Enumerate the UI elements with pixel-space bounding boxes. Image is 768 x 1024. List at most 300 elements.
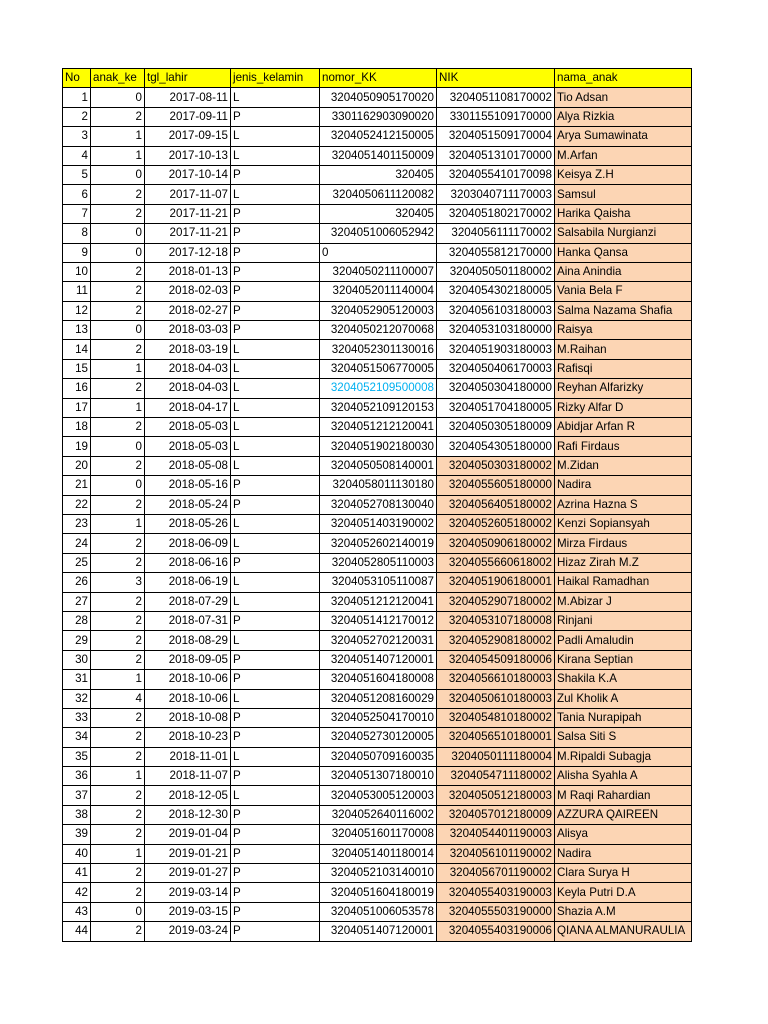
cell-nik[interactable]: 3204054302180005 xyxy=(437,282,555,301)
cell-nik[interactable]: 3204054711180002 xyxy=(437,767,555,786)
cell-nama-anak[interactable]: M Raqi Rahardian xyxy=(555,786,692,805)
cell-nik[interactable]: 3204051903180003 xyxy=(437,340,555,359)
cell-nik[interactable]: 3203040711170003 xyxy=(437,185,555,204)
cell-tgl-lahir[interactable]: 2019-03-14 xyxy=(145,883,231,902)
cell-nomor-kk[interactable]: 3204052504170010 xyxy=(320,708,437,727)
cell-nama-anak[interactable]: Tio Adsan xyxy=(555,88,692,107)
cell-nomor-kk[interactable]: 3204051212120041 xyxy=(320,418,437,437)
cell-no[interactable]: 23 xyxy=(63,514,91,533)
cell-anak-ke[interactable]: 2 xyxy=(91,107,145,126)
cell-nama-anak[interactable]: Keyla Putri D.A xyxy=(555,883,692,902)
cell-nama-anak[interactable]: Salma Nazama Shafia xyxy=(555,301,692,320)
cell-nik[interactable]: 3204050111180004 xyxy=(437,747,555,766)
cell-nama-anak[interactable]: M.Raihan xyxy=(555,340,692,359)
cell-nama-anak[interactable]: Samsul xyxy=(555,185,692,204)
cell-no[interactable]: 31 xyxy=(63,670,91,689)
cell-no[interactable]: 1 xyxy=(63,88,91,107)
cell-nomor-kk[interactable]: 3204052011140004 xyxy=(320,282,437,301)
cell-jenis-kelamin[interactable]: L xyxy=(231,747,320,766)
cell-no[interactable]: 18 xyxy=(63,418,91,437)
cell-nik[interactable]: 3204052605180002 xyxy=(437,514,555,533)
cell-nama-anak[interactable]: Tania Nurapipah xyxy=(555,708,692,727)
cell-jenis-kelamin[interactable]: P xyxy=(231,805,320,824)
cell-nama-anak[interactable]: Haikal Ramadhan xyxy=(555,573,692,592)
cell-nomor-kk[interactable]: 3301162903090020 xyxy=(320,107,437,126)
cell-jenis-kelamin[interactable]: L xyxy=(231,127,320,146)
cell-nik[interactable]: 3204051509170004 xyxy=(437,127,555,146)
cell-nama-anak[interactable]: QIANA ALMANURAULIA xyxy=(555,922,692,941)
cell-no[interactable]: 27 xyxy=(63,592,91,611)
cell-anak-ke[interactable]: 0 xyxy=(91,165,145,184)
cell-jenis-kelamin[interactable]: L xyxy=(231,146,320,165)
cell-jenis-kelamin[interactable]: P xyxy=(231,495,320,514)
cell-anak-ke[interactable]: 1 xyxy=(91,359,145,378)
cell-jenis-kelamin[interactable]: P xyxy=(231,165,320,184)
cell-jenis-kelamin[interactable]: L xyxy=(231,631,320,650)
cell-nomor-kk[interactable]: 3204052109500008 xyxy=(320,379,437,398)
cell-tgl-lahir[interactable]: 2019-03-24 xyxy=(145,922,231,941)
cell-nik[interactable]: 3204054401190003 xyxy=(437,825,555,844)
header-nik[interactable]: NIK xyxy=(437,69,555,88)
cell-nik[interactable]: 3204052908180002 xyxy=(437,631,555,650)
cell-nik[interactable]: 3204050303180002 xyxy=(437,456,555,475)
cell-anak-ke[interactable]: 2 xyxy=(91,262,145,281)
cell-nama-anak[interactable]: Hizaz Zirah M.Z xyxy=(555,553,692,572)
cell-no[interactable]: 11 xyxy=(63,282,91,301)
cell-no[interactable]: 36 xyxy=(63,767,91,786)
cell-nomor-kk[interactable]: 3204051006053578 xyxy=(320,902,437,921)
cell-nik[interactable]: 3204051906180001 xyxy=(437,573,555,592)
cell-nik[interactable]: 3204055403190006 xyxy=(437,922,555,941)
cell-nama-anak[interactable]: Mirza Firdaus xyxy=(555,534,692,553)
header-nomor-kk[interactable]: nomor_KK xyxy=(320,69,437,88)
cell-nomor-kk[interactable]: 3204051506770005 xyxy=(320,359,437,378)
cell-nomor-kk[interactable]: 3204051006052942 xyxy=(320,224,437,243)
cell-jenis-kelamin[interactable]: L xyxy=(231,786,320,805)
cell-jenis-kelamin[interactable]: P xyxy=(231,825,320,844)
header-anak-ke[interactable]: anak_ke xyxy=(91,69,145,88)
cell-anak-ke[interactable]: 0 xyxy=(91,437,145,456)
cell-nama-anak[interactable]: M.Arfan xyxy=(555,146,692,165)
cell-nomor-kk[interactable]: 3204058011130180 xyxy=(320,476,437,495)
header-nama-anak[interactable]: nama_anak xyxy=(555,69,692,88)
cell-jenis-kelamin[interactable]: L xyxy=(231,359,320,378)
cell-nama-anak[interactable]: M.Zidan xyxy=(555,456,692,475)
cell-anak-ke[interactable]: 1 xyxy=(91,767,145,786)
cell-nomor-kk[interactable]: 3204052103140010 xyxy=(320,864,437,883)
cell-nik[interactable]: 3204056510180001 xyxy=(437,728,555,747)
cell-no[interactable]: 10 xyxy=(63,262,91,281)
cell-nik[interactable]: 3204050304180000 xyxy=(437,379,555,398)
cell-nama-anak[interactable]: Padli Amaludin xyxy=(555,631,692,650)
cell-anak-ke[interactable]: 0 xyxy=(91,243,145,262)
cell-nik[interactable]: 3204055812170000 xyxy=(437,243,555,262)
cell-nama-anak[interactable]: Raisya xyxy=(555,321,692,340)
cell-no[interactable]: 3 xyxy=(63,127,91,146)
cell-jenis-kelamin[interactable]: P xyxy=(231,708,320,727)
cell-jenis-kelamin[interactable]: L xyxy=(231,379,320,398)
cell-nomor-kk[interactable]: 3204051212120041 xyxy=(320,592,437,611)
cell-jenis-kelamin[interactable]: P xyxy=(231,321,320,340)
cell-no[interactable]: 25 xyxy=(63,553,91,572)
cell-nama-anak[interactable]: M.Ripaldi Subagja xyxy=(555,747,692,766)
cell-anak-ke[interactable]: 2 xyxy=(91,611,145,630)
cell-no[interactable]: 40 xyxy=(63,844,91,863)
cell-anak-ke[interactable]: 2 xyxy=(91,534,145,553)
cell-nomor-kk[interactable]: 3204051601170008 xyxy=(320,825,437,844)
cell-no[interactable]: 4 xyxy=(63,146,91,165)
cell-no[interactable]: 29 xyxy=(63,631,91,650)
cell-nik[interactable]: 3204051310170000 xyxy=(437,146,555,165)
cell-nik[interactable]: 3204053103180000 xyxy=(437,321,555,340)
cell-jenis-kelamin[interactable]: L xyxy=(231,437,320,456)
cell-jenis-kelamin[interactable]: L xyxy=(231,514,320,533)
cell-jenis-kelamin[interactable]: L xyxy=(231,398,320,417)
cell-nomor-kk[interactable]: 3204050508140001 xyxy=(320,456,437,475)
cell-tgl-lahir[interactable]: 2018-05-03 xyxy=(145,437,231,456)
cell-tgl-lahir[interactable]: 2018-05-08 xyxy=(145,456,231,475)
cell-tgl-lahir[interactable]: 2018-03-03 xyxy=(145,321,231,340)
cell-nomor-kk[interactable]: 3204050211100007 xyxy=(320,262,437,281)
cell-no[interactable]: 7 xyxy=(63,204,91,223)
cell-anak-ke[interactable]: 2 xyxy=(91,650,145,669)
cell-nik[interactable]: 3204054305180000 xyxy=(437,437,555,456)
cell-anak-ke[interactable]: 2 xyxy=(91,456,145,475)
cell-nik[interactable]: 3204050512180003 xyxy=(437,786,555,805)
cell-tgl-lahir[interactable]: 2018-07-31 xyxy=(145,611,231,630)
cell-jenis-kelamin[interactable]: P xyxy=(231,883,320,902)
cell-tgl-lahir[interactable]: 2017-10-13 xyxy=(145,146,231,165)
cell-no[interactable]: 19 xyxy=(63,437,91,456)
header-no[interactable]: No xyxy=(63,69,91,88)
cell-anak-ke[interactable]: 2 xyxy=(91,204,145,223)
cell-anak-ke[interactable]: 2 xyxy=(91,825,145,844)
cell-tgl-lahir[interactable]: 2018-03-19 xyxy=(145,340,231,359)
cell-no[interactable]: 30 xyxy=(63,650,91,669)
cell-nama-anak[interactable]: Rizky Alfar D xyxy=(555,398,692,417)
cell-nama-anak[interactable]: AZZURA QAIREEN xyxy=(555,805,692,824)
cell-jenis-kelamin[interactable]: L xyxy=(231,534,320,553)
cell-nomor-kk[interactable]: 3204051604180008 xyxy=(320,670,437,689)
cell-no[interactable]: 6 xyxy=(63,185,91,204)
cell-jenis-kelamin[interactable]: P xyxy=(231,611,320,630)
cell-jenis-kelamin[interactable]: P xyxy=(231,902,320,921)
cell-nomor-kk[interactable]: 3204051401180014 xyxy=(320,844,437,863)
cell-tgl-lahir[interactable]: 2017-12-18 xyxy=(145,243,231,262)
cell-nik[interactable]: 3204055660618002 xyxy=(437,553,555,572)
cell-tgl-lahir[interactable]: 2018-05-03 xyxy=(145,418,231,437)
cell-anak-ke[interactable]: 1 xyxy=(91,127,145,146)
cell-nama-anak[interactable]: Kenzi Sopiansyah xyxy=(555,514,692,533)
cell-jenis-kelamin[interactable]: P xyxy=(231,282,320,301)
cell-anak-ke[interactable]: 1 xyxy=(91,670,145,689)
cell-tgl-lahir[interactable]: 2018-09-05 xyxy=(145,650,231,669)
cell-tgl-lahir[interactable]: 2017-11-21 xyxy=(145,204,231,223)
cell-nomor-kk[interactable]: 320405 xyxy=(320,165,437,184)
cell-anak-ke[interactable]: 2 xyxy=(91,864,145,883)
cell-nomor-kk[interactable]: 3204052905120003 xyxy=(320,301,437,320)
cell-nik[interactable]: 3204056610180003 xyxy=(437,670,555,689)
cell-anak-ke[interactable]: 3 xyxy=(91,573,145,592)
cell-no[interactable]: 33 xyxy=(63,708,91,727)
cell-nomor-kk[interactable]: 3204051307180010 xyxy=(320,767,437,786)
cell-jenis-kelamin[interactable]: P xyxy=(231,728,320,747)
cell-nama-anak[interactable]: Vania Bela F xyxy=(555,282,692,301)
cell-nik[interactable]: 3204053107180008 xyxy=(437,611,555,630)
cell-tgl-lahir[interactable]: 2017-10-14 xyxy=(145,165,231,184)
cell-anak-ke[interactable]: 1 xyxy=(91,844,145,863)
cell-nama-anak[interactable]: Nadira xyxy=(555,844,692,863)
cell-no[interactable]: 15 xyxy=(63,359,91,378)
cell-nama-anak[interactable]: Nadira xyxy=(555,476,692,495)
cell-nik[interactable]: 3204056701190002 xyxy=(437,864,555,883)
cell-nik[interactable]: 3204056111170002 xyxy=(437,224,555,243)
cell-anak-ke[interactable]: 4 xyxy=(91,689,145,708)
cell-nomor-kk[interactable]: 3204050709160035 xyxy=(320,747,437,766)
cell-tgl-lahir[interactable]: 2018-02-03 xyxy=(145,282,231,301)
cell-nomor-kk[interactable]: 3204052640116002 xyxy=(320,805,437,824)
cell-tgl-lahir[interactable]: 2018-04-17 xyxy=(145,398,231,417)
cell-anak-ke[interactable]: 2 xyxy=(91,728,145,747)
cell-nama-anak[interactable]: Alya Rizkia xyxy=(555,107,692,126)
cell-nama-anak[interactable]: Harika Qaisha xyxy=(555,204,692,223)
cell-nomor-kk[interactable]: 3204051407120001 xyxy=(320,650,437,669)
cell-nomor-kk[interactable]: 3204052602140019 xyxy=(320,534,437,553)
cell-no[interactable]: 34 xyxy=(63,728,91,747)
cell-jenis-kelamin[interactable]: P xyxy=(231,553,320,572)
cell-tgl-lahir[interactable]: 2018-10-08 xyxy=(145,708,231,727)
cell-jenis-kelamin[interactable]: P xyxy=(231,107,320,126)
cell-nama-anak[interactable]: Alisya xyxy=(555,825,692,844)
cell-nik[interactable]: 3204050610180003 xyxy=(437,689,555,708)
cell-anak-ke[interactable]: 2 xyxy=(91,185,145,204)
cell-no[interactable]: 8 xyxy=(63,224,91,243)
cell-anak-ke[interactable]: 2 xyxy=(91,340,145,359)
cell-tgl-lahir[interactable]: 2019-03-15 xyxy=(145,902,231,921)
cell-jenis-kelamin[interactable]: P xyxy=(231,650,320,669)
cell-jenis-kelamin[interactable]: L xyxy=(231,340,320,359)
cell-nama-anak[interactable]: Shakila K.A xyxy=(555,670,692,689)
cell-nik[interactable]: 3204050501180002 xyxy=(437,262,555,281)
cell-no[interactable]: 32 xyxy=(63,689,91,708)
cell-tgl-lahir[interactable]: 2018-06-16 xyxy=(145,553,231,572)
cell-anak-ke[interactable]: 2 xyxy=(91,553,145,572)
cell-jenis-kelamin[interactable]: P xyxy=(231,767,320,786)
cell-nomor-kk[interactable]: 320405 xyxy=(320,204,437,223)
cell-tgl-lahir[interactable]: 2018-02-27 xyxy=(145,301,231,320)
cell-jenis-kelamin[interactable]: P xyxy=(231,670,320,689)
cell-nama-anak[interactable]: Kirana Septian xyxy=(555,650,692,669)
cell-tgl-lahir[interactable]: 2018-12-05 xyxy=(145,786,231,805)
cell-nama-anak[interactable]: Rinjani xyxy=(555,611,692,630)
cell-anak-ke[interactable]: 1 xyxy=(91,398,145,417)
cell-jenis-kelamin[interactable]: P xyxy=(231,476,320,495)
cell-nik[interactable]: 3204056103180003 xyxy=(437,301,555,320)
cell-nik[interactable]: 3204051108170002 xyxy=(437,88,555,107)
cell-jenis-kelamin[interactable]: L xyxy=(231,689,320,708)
cell-nik[interactable]: 3204055403190003 xyxy=(437,883,555,902)
cell-nomor-kk[interactable]: 3204051902180030 xyxy=(320,437,437,456)
cell-tgl-lahir[interactable]: 2018-10-06 xyxy=(145,689,231,708)
cell-nama-anak[interactable]: M.Abizar J xyxy=(555,592,692,611)
cell-tgl-lahir[interactable]: 2018-04-03 xyxy=(145,379,231,398)
cell-tgl-lahir[interactable]: 2018-08-29 xyxy=(145,631,231,650)
cell-nik[interactable]: 3204055503190000 xyxy=(437,902,555,921)
cell-jenis-kelamin[interactable]: L xyxy=(231,185,320,204)
cell-tgl-lahir[interactable]: 2017-09-15 xyxy=(145,127,231,146)
cell-nik[interactable]: 3204054509180006 xyxy=(437,650,555,669)
cell-nik[interactable]: 3204055605180000 xyxy=(437,476,555,495)
cell-nik[interactable]: 3204051704180005 xyxy=(437,398,555,417)
cell-nama-anak[interactable]: Salsa Siti S xyxy=(555,728,692,747)
cell-nama-anak[interactable]: Alisha Syahla A xyxy=(555,767,692,786)
cell-no[interactable]: 5 xyxy=(63,165,91,184)
cell-no[interactable]: 17 xyxy=(63,398,91,417)
cell-tgl-lahir[interactable]: 2018-05-26 xyxy=(145,514,231,533)
cell-no[interactable]: 20 xyxy=(63,456,91,475)
cell-anak-ke[interactable]: 2 xyxy=(91,883,145,902)
cell-jenis-kelamin[interactable]: L xyxy=(231,456,320,475)
cell-tgl-lahir[interactable]: 2019-01-21 xyxy=(145,844,231,863)
cell-nama-anak[interactable]: Hanka Qansa xyxy=(555,243,692,262)
cell-nomor-kk[interactable]: 3204051604180019 xyxy=(320,883,437,902)
cell-nomor-kk[interactable]: 0 xyxy=(320,243,437,262)
cell-anak-ke[interactable]: 0 xyxy=(91,88,145,107)
cell-no[interactable]: 28 xyxy=(63,611,91,630)
cell-jenis-kelamin[interactable]: P xyxy=(231,301,320,320)
cell-tgl-lahir[interactable]: 2019-01-04 xyxy=(145,825,231,844)
cell-nomor-kk[interactable]: 3204052301130016 xyxy=(320,340,437,359)
cell-nomor-kk[interactable]: 3204051208160029 xyxy=(320,689,437,708)
cell-nama-anak[interactable]: Rafi Firdaus xyxy=(555,437,692,456)
cell-tgl-lahir[interactable]: 2017-11-21 xyxy=(145,224,231,243)
cell-nik[interactable]: 3204055410170098 xyxy=(437,165,555,184)
cell-anak-ke[interactable]: 2 xyxy=(91,379,145,398)
cell-tgl-lahir[interactable]: 2018-06-19 xyxy=(145,573,231,592)
cell-jenis-kelamin[interactable]: P xyxy=(231,243,320,262)
cell-no[interactable]: 41 xyxy=(63,864,91,883)
cell-jenis-kelamin[interactable]: P xyxy=(231,204,320,223)
cell-tgl-lahir[interactable]: 2018-05-24 xyxy=(145,495,231,514)
cell-nik[interactable]: 3204050305180009 xyxy=(437,418,555,437)
cell-jenis-kelamin[interactable]: P xyxy=(231,262,320,281)
cell-no[interactable]: 13 xyxy=(63,321,91,340)
cell-anak-ke[interactable]: 2 xyxy=(91,495,145,514)
cell-no[interactable]: 39 xyxy=(63,825,91,844)
cell-anak-ke[interactable]: 1 xyxy=(91,146,145,165)
cell-tgl-lahir[interactable]: 2018-12-30 xyxy=(145,805,231,824)
cell-nama-anak[interactable]: Abidjar Arfan R xyxy=(555,418,692,437)
cell-anak-ke[interactable]: 2 xyxy=(91,747,145,766)
cell-tgl-lahir[interactable]: 2017-09-11 xyxy=(145,107,231,126)
cell-nama-anak[interactable]: Rafisqi xyxy=(555,359,692,378)
cell-nomor-kk[interactable]: 3204052412150005 xyxy=(320,127,437,146)
cell-nomor-kk[interactable]: 3204050212070068 xyxy=(320,321,437,340)
cell-anak-ke[interactable]: 0 xyxy=(91,321,145,340)
cell-nama-anak[interactable]: Azrina Hazna S xyxy=(555,495,692,514)
cell-tgl-lahir[interactable]: 2018-05-16 xyxy=(145,476,231,495)
cell-anak-ke[interactable]: 2 xyxy=(91,805,145,824)
cell-anak-ke[interactable]: 2 xyxy=(91,592,145,611)
cell-nama-anak[interactable]: Arya Sumawinata xyxy=(555,127,692,146)
cell-anak-ke[interactable]: 0 xyxy=(91,224,145,243)
cell-nik[interactable]: 3204050406170003 xyxy=(437,359,555,378)
cell-nama-anak[interactable]: Aina Anindia xyxy=(555,262,692,281)
cell-nik[interactable]: 3204054810180002 xyxy=(437,708,555,727)
cell-tgl-lahir[interactable]: 2018-10-06 xyxy=(145,670,231,689)
cell-jenis-kelamin[interactable]: P xyxy=(231,844,320,863)
cell-nomor-kk[interactable]: 3204052702120031 xyxy=(320,631,437,650)
cell-jenis-kelamin[interactable]: L xyxy=(231,418,320,437)
cell-no[interactable]: 26 xyxy=(63,573,91,592)
cell-tgl-lahir[interactable]: 2017-11-07 xyxy=(145,185,231,204)
cell-nomor-kk[interactable]: 3204050905170020 xyxy=(320,88,437,107)
cell-nomor-kk[interactable]: 3204052109120153 xyxy=(320,398,437,417)
cell-no[interactable]: 14 xyxy=(63,340,91,359)
cell-anak-ke[interactable]: 2 xyxy=(91,631,145,650)
cell-anak-ke[interactable]: 2 xyxy=(91,418,145,437)
cell-no[interactable]: 22 xyxy=(63,495,91,514)
cell-anak-ke[interactable]: 0 xyxy=(91,902,145,921)
cell-nomor-kk[interactable]: 3204051403190002 xyxy=(320,514,437,533)
cell-anak-ke[interactable]: 1 xyxy=(91,514,145,533)
cell-no[interactable]: 35 xyxy=(63,747,91,766)
cell-nama-anak[interactable]: Keisya Z.H xyxy=(555,165,692,184)
cell-nik[interactable]: 3301155109170000 xyxy=(437,107,555,126)
cell-no[interactable]: 9 xyxy=(63,243,91,262)
cell-tgl-lahir[interactable]: 2017-08-11 xyxy=(145,88,231,107)
cell-tgl-lahir[interactable]: 2018-01-13 xyxy=(145,262,231,281)
cell-anak-ke[interactable]: 0 xyxy=(91,476,145,495)
cell-anak-ke[interactable]: 2 xyxy=(91,301,145,320)
header-jenis-kelamin[interactable]: jenis_kelamin xyxy=(231,69,320,88)
cell-tgl-lahir[interactable]: 2018-11-07 xyxy=(145,767,231,786)
cell-nik[interactable]: 3204056405180002 xyxy=(437,495,555,514)
cell-nik[interactable]: 3204056101190002 xyxy=(437,844,555,863)
cell-no[interactable]: 42 xyxy=(63,883,91,902)
cell-nama-anak[interactable]: Clara Surya H xyxy=(555,864,692,883)
cell-nomor-kk[interactable]: 3204052730120005 xyxy=(320,728,437,747)
cell-tgl-lahir[interactable]: 2018-07-29 xyxy=(145,592,231,611)
cell-no[interactable]: 2 xyxy=(63,107,91,126)
cell-nama-anak[interactable]: Zul Kholik A xyxy=(555,689,692,708)
cell-nomor-kk[interactable]: 3204051401150009 xyxy=(320,146,437,165)
cell-no[interactable]: 12 xyxy=(63,301,91,320)
cell-no[interactable]: 43 xyxy=(63,902,91,921)
cell-no[interactable]: 37 xyxy=(63,786,91,805)
cell-nomor-kk[interactable]: 3204050611120082 xyxy=(320,185,437,204)
cell-tgl-lahir[interactable]: 2018-10-23 xyxy=(145,728,231,747)
cell-nik[interactable]: 3204052907180002 xyxy=(437,592,555,611)
cell-nomor-kk[interactable]: 3204052805110003 xyxy=(320,553,437,572)
cell-jenis-kelamin[interactable]: L xyxy=(231,592,320,611)
cell-jenis-kelamin[interactable]: P xyxy=(231,864,320,883)
cell-tgl-lahir[interactable]: 2019-01-27 xyxy=(145,864,231,883)
cell-no[interactable]: 24 xyxy=(63,534,91,553)
cell-nama-anak[interactable]: Salsabila Nurgianzi xyxy=(555,224,692,243)
cell-nama-anak[interactable]: Reyhan Alfarizky xyxy=(555,379,692,398)
cell-anak-ke[interactable]: 2 xyxy=(91,282,145,301)
cell-nomor-kk[interactable]: 3204052708130040 xyxy=(320,495,437,514)
cell-anak-ke[interactable]: 2 xyxy=(91,786,145,805)
cell-nomor-kk[interactable]: 3204051412170012 xyxy=(320,611,437,630)
cell-anak-ke[interactable]: 2 xyxy=(91,922,145,941)
cell-anak-ke[interactable]: 2 xyxy=(91,708,145,727)
cell-tgl-lahir[interactable]: 2018-11-01 xyxy=(145,747,231,766)
cell-no[interactable]: 38 xyxy=(63,805,91,824)
cell-no[interactable]: 21 xyxy=(63,476,91,495)
cell-nomor-kk[interactable]: 3204053105110087 xyxy=(320,573,437,592)
